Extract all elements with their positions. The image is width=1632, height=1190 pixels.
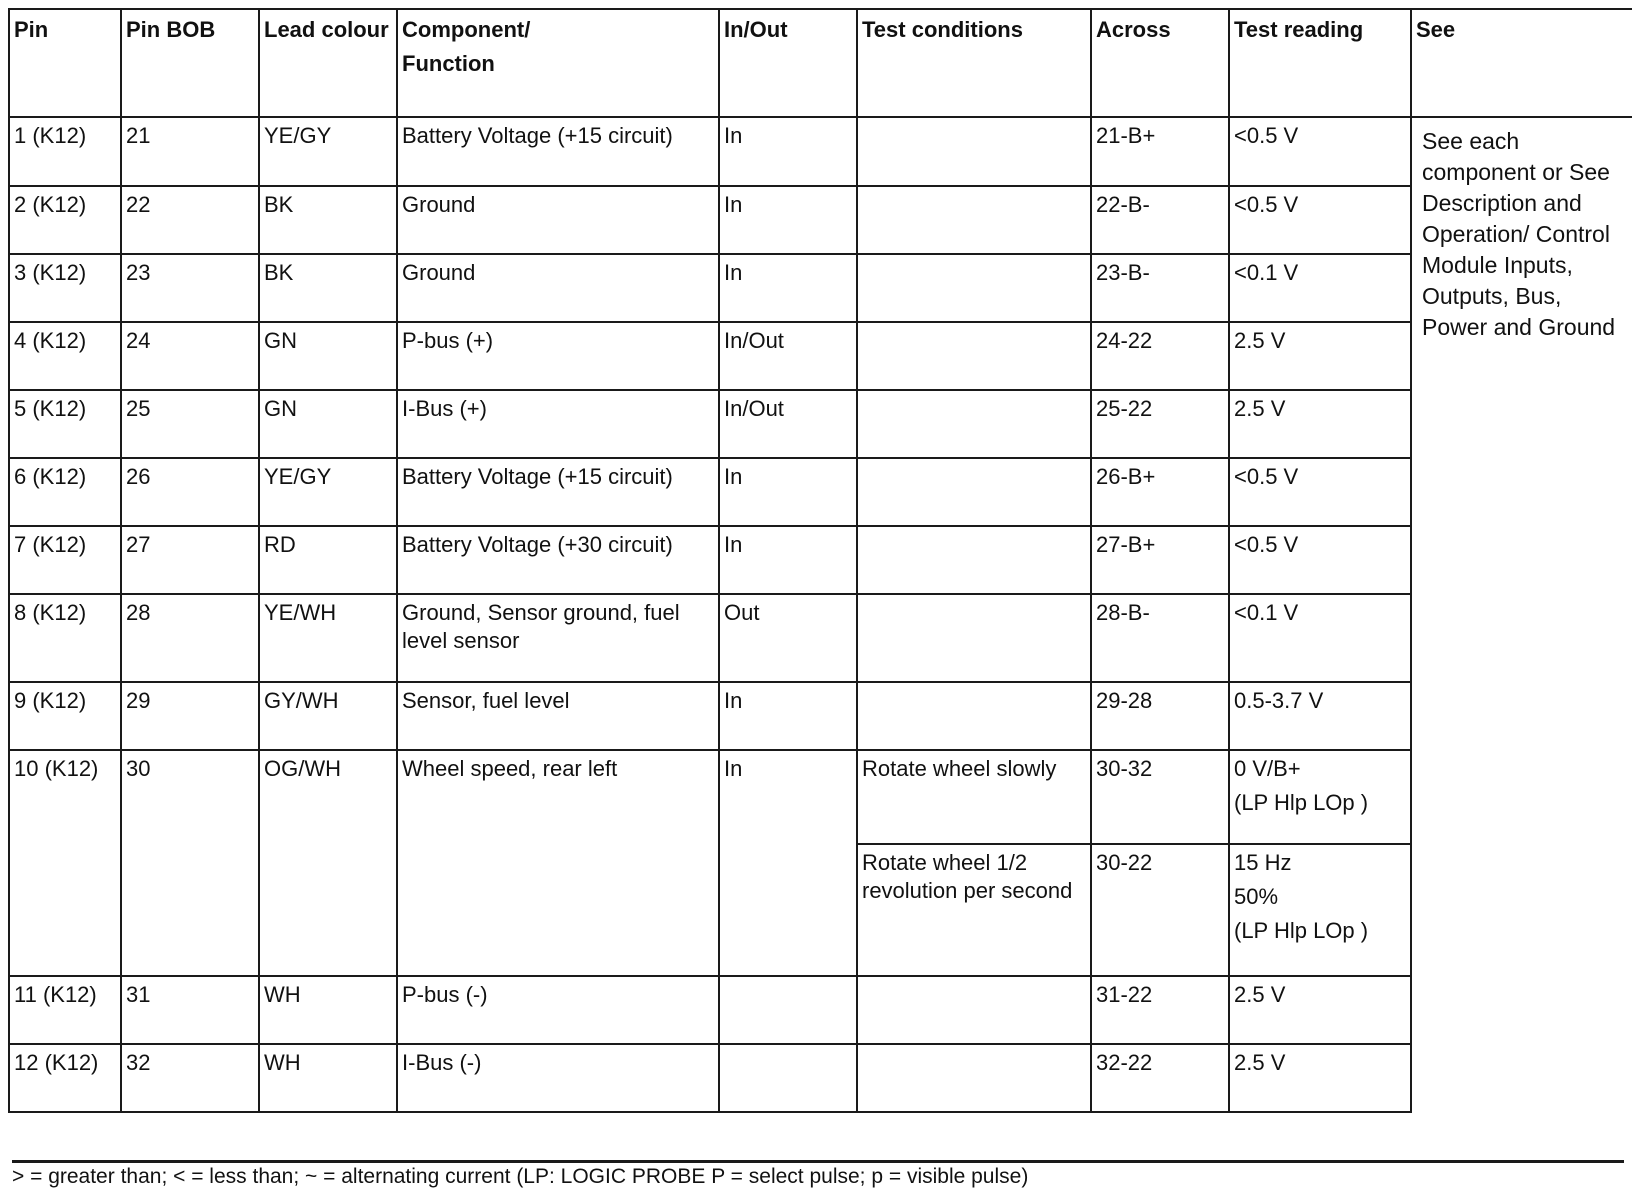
cell-test-reading [1229, 844, 1411, 976]
cell-pin: 8 (K12) [9, 594, 121, 682]
cell-across: 27-B+ [1091, 526, 1229, 594]
cell-in-out: In [719, 682, 857, 750]
table-row [9, 682, 1632, 750]
table-row [9, 254, 1632, 322]
test-reading-line: 50% [1234, 884, 1279, 909]
cell-in-out: Out [719, 594, 857, 682]
header-lead-colour: Lead colour [259, 9, 397, 117]
cell-component: Battery Voltage (+15 circuit) [397, 458, 719, 526]
table-row [9, 976, 1632, 1044]
cell-pin-bob: 26 [121, 458, 259, 526]
cell-pin: 12 (K12) [9, 1044, 121, 1112]
cell-component: Ground [397, 186, 719, 254]
cell-pin-bob: 22 [121, 186, 259, 254]
cell-component: P-bus (+) [397, 322, 719, 390]
cell-test-conditions: Rotate wheel slowly [857, 750, 1091, 844]
table-row [9, 117, 1632, 186]
cell-pin: 7 (K12) [9, 526, 121, 594]
cell-across: 28-B- [1091, 594, 1229, 682]
cell-test-reading: 2.5 V [1229, 976, 1411, 1044]
table-row [9, 1044, 1632, 1112]
cell-component: Ground [397, 254, 719, 322]
cell-test-conditions [857, 976, 1091, 1044]
cell-pin: 4 (K12) [9, 322, 121, 390]
cell-component: I-Bus (-) [397, 1044, 719, 1112]
cell-across: 30-22 [1091, 844, 1229, 976]
cell-in-out: In [719, 750, 857, 976]
test-reading-line: (LP Hlp LOp ) [1234, 790, 1369, 815]
table-row [9, 390, 1632, 458]
cell-lead-colour: GN [259, 390, 397, 458]
cell-test-reading: <0.5 V [1229, 186, 1411, 254]
cell-lead-colour: RD [259, 526, 397, 594]
test-reading-line: 0 V/B+ [1234, 756, 1301, 781]
cell-in-out: In/Out [719, 390, 857, 458]
header-in-out: In/Out [719, 9, 857, 117]
table-row [9, 186, 1632, 254]
table-row [9, 526, 1632, 594]
header-test-reading: Test reading [1229, 9, 1411, 117]
cell-lead-colour: YE/GY [259, 117, 397, 186]
header-component [397, 9, 719, 117]
cell-across: 22-B- [1091, 186, 1229, 254]
pin-test-table-wrapper [8, 8, 1632, 1113]
cell-pin-bob: 32 [121, 1044, 259, 1112]
table-body [9, 117, 1632, 1112]
cell-pin-bob: 27 [121, 526, 259, 594]
cell-lead-colour: WH [259, 1044, 397, 1112]
header-across: Across [1091, 9, 1229, 117]
table-row [9, 594, 1632, 682]
cell-test-conditions [857, 526, 1091, 594]
cell-lead-colour: GY/WH [259, 682, 397, 750]
cell-test-conditions [857, 458, 1091, 526]
see-note-text: See each component or See Description and Operation/ Control Module Inputs, Outputs, Bus, Power and Ground [1422, 128, 1616, 340]
header-component-line2: Function [402, 51, 495, 76]
cell-in-out: In [719, 117, 857, 186]
cell-pin-bob: 24 [121, 322, 259, 390]
header-row [9, 9, 1632, 117]
cell-test-conditions [857, 682, 1091, 750]
header-pin-bob: Pin BOB [121, 9, 259, 117]
cell-across: 26-B+ [1091, 458, 1229, 526]
cell-pin: 6 (K12) [9, 458, 121, 526]
cell-in-out: In [719, 186, 857, 254]
cell-pin-bob: 31 [121, 976, 259, 1044]
cell-in-out: In/Out [719, 322, 857, 390]
header-pin: Pin [9, 9, 121, 117]
cell-test-reading: <0.5 V [1229, 458, 1411, 526]
cell-test-reading: <0.5 V [1229, 117, 1411, 186]
cell-across: 21-B+ [1091, 117, 1229, 186]
cell-test-conditions [857, 186, 1091, 254]
cell-component: P-bus (-) [397, 976, 719, 1044]
cell-pin-bob: 25 [121, 390, 259, 458]
cell-pin: 3 (K12) [9, 254, 121, 322]
cell-test-reading [1229, 750, 1411, 844]
cell-in-out [719, 1044, 857, 1112]
cell-pin: 10 (K12) [9, 750, 121, 976]
cell-lead-colour: OG/WH [259, 750, 397, 976]
cell-test-conditions: Rotate wheel 1/2 revolution per second [857, 844, 1091, 976]
cell-lead-colour: WH [259, 976, 397, 1044]
cell-component: Battery Voltage (+30 circuit) [397, 526, 719, 594]
header-see: See [1411, 9, 1632, 117]
cell-test-conditions [857, 594, 1091, 682]
cell-test-conditions [857, 254, 1091, 322]
cell-lead-colour: BK [259, 186, 397, 254]
cell-across: 30-32 [1091, 750, 1229, 844]
cell-see-note [1411, 117, 1632, 1112]
table-row [9, 458, 1632, 526]
cell-test-conditions [857, 117, 1091, 186]
cell-test-reading: 2.5 V [1229, 390, 1411, 458]
cell-pin: 9 (K12) [9, 682, 121, 750]
cell-pin-bob: 23 [121, 254, 259, 322]
cell-pin-bob: 28 [121, 594, 259, 682]
test-reading-line: (LP Hlp LOp ) [1234, 918, 1369, 943]
cell-test-reading: 0.5-3.7 V [1229, 682, 1411, 750]
cell-pin-bob: 29 [121, 682, 259, 750]
pin-test-table [8, 8, 1632, 1113]
cell-component: Ground, Sensor ground, fuel level sensor [397, 594, 719, 682]
cell-test-reading: 2.5 V [1229, 1044, 1411, 1112]
cell-in-out [719, 976, 857, 1044]
test-reading-line: 15 Hz [1234, 850, 1292, 875]
cell-lead-colour: BK [259, 254, 397, 322]
legend-footnote: > = greater than; < = less than; ~ = alternating current (LP: LOGIC PROBE P = select pulse; p = visible pulse) [12, 1160, 1624, 1189]
cell-across: 29-28 [1091, 682, 1229, 750]
cell-component: Wheel speed, rear left [397, 750, 719, 976]
cell-lead-colour: YE/GY [259, 458, 397, 526]
cell-in-out: In [719, 526, 857, 594]
table-row [9, 322, 1632, 390]
cell-component: I-Bus (+) [397, 390, 719, 458]
header-component-line1: Component/ [402, 17, 531, 42]
cell-across: 24-22 [1091, 322, 1229, 390]
cell-pin-bob: 30 [121, 750, 259, 976]
cell-lead-colour: YE/WH [259, 594, 397, 682]
cell-pin: 11 (K12) [9, 976, 121, 1044]
cell-test-reading: 2.5 V [1229, 322, 1411, 390]
header-test-conditions: Test conditions [857, 9, 1091, 117]
cell-across: 23-B- [1091, 254, 1229, 322]
cell-pin-bob: 21 [121, 117, 259, 186]
cell-component: Sensor, fuel level [397, 682, 719, 750]
cell-test-reading: <0.5 V [1229, 526, 1411, 594]
cell-in-out: In [719, 254, 857, 322]
cell-pin: 2 (K12) [9, 186, 121, 254]
cell-component: Battery Voltage (+15 circuit) [397, 117, 719, 186]
table-row [9, 750, 1632, 844]
cell-across: 25-22 [1091, 390, 1229, 458]
cell-in-out: In [719, 458, 857, 526]
cell-test-conditions [857, 322, 1091, 390]
cell-test-conditions [857, 390, 1091, 458]
cell-pin: 1 (K12) [9, 117, 121, 186]
cell-across: 31-22 [1091, 976, 1229, 1044]
cell-across: 32-22 [1091, 1044, 1229, 1112]
cell-pin: 5 (K12) [9, 390, 121, 458]
cell-test-reading: <0.1 V [1229, 254, 1411, 322]
cell-lead-colour: GN [259, 322, 397, 390]
cell-test-conditions [857, 1044, 1091, 1112]
cell-test-reading: <0.1 V [1229, 594, 1411, 682]
